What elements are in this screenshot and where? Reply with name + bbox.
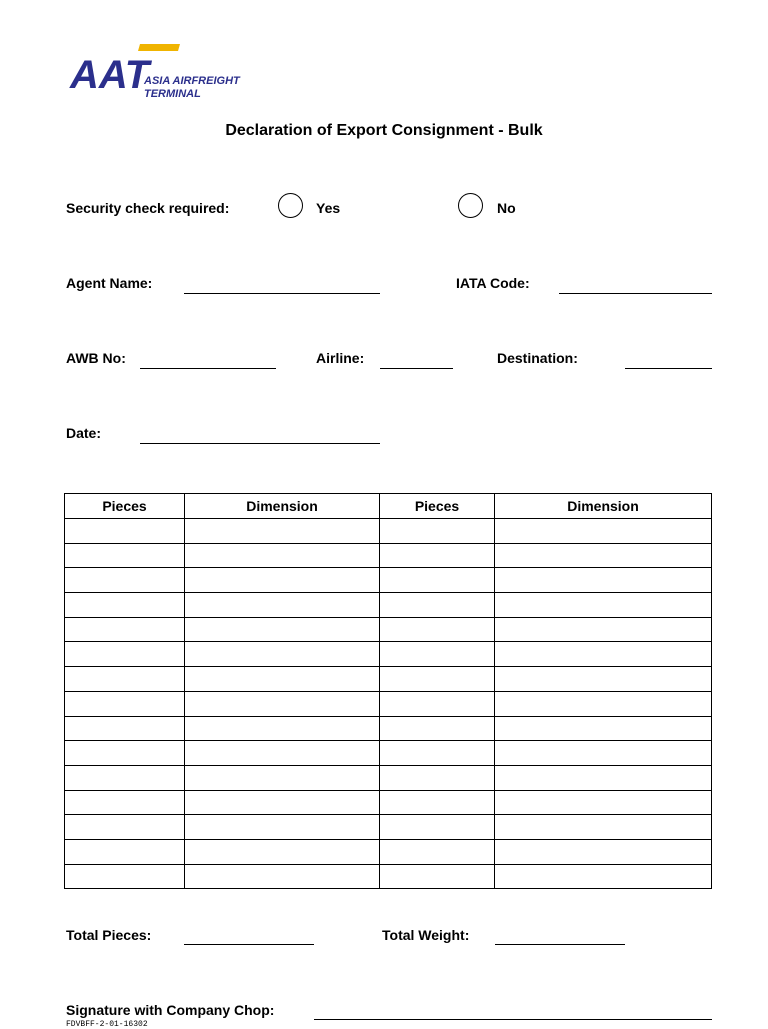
table-cell-pieces-2[interactable] xyxy=(380,642,495,667)
date-label: Date: xyxy=(66,425,102,441)
table-cell-dimension-2[interactable] xyxy=(495,593,712,618)
table-cell-dimension-2[interactable] xyxy=(495,617,712,642)
table-row xyxy=(65,667,712,692)
table-cell-pieces-1[interactable] xyxy=(65,617,185,642)
form-title: Declaration of Export Consignment - Bulk xyxy=(225,122,543,139)
table-cell-dimension-2[interactable] xyxy=(495,790,712,815)
table-row xyxy=(65,691,712,716)
table-row xyxy=(65,593,712,618)
table-cell-pieces-2[interactable] xyxy=(380,691,495,716)
table-cell-dimension-1[interactable] xyxy=(185,864,380,889)
table-cell-dimension-2[interactable] xyxy=(495,765,712,790)
table-cell-pieces-2[interactable] xyxy=(380,839,495,864)
table-cell-dimension-1[interactable] xyxy=(185,543,380,568)
date-field[interactable] xyxy=(140,443,380,444)
header-pieces-2: Pieces xyxy=(380,494,495,519)
security-no-radio[interactable] xyxy=(458,193,483,218)
table-cell-dimension-2[interactable] xyxy=(495,642,712,667)
table-cell-pieces-1[interactable] xyxy=(65,519,185,544)
table-cell-dimension-1[interactable] xyxy=(185,741,380,766)
header-dimension-1: Dimension xyxy=(185,494,380,519)
table-cell-dimension-2[interactable] xyxy=(495,716,712,741)
logo-line1: ASIA AIRFREIGHT xyxy=(144,75,240,87)
table-cell-dimension-2[interactable] xyxy=(495,667,712,692)
table-cell-pieces-1[interactable] xyxy=(65,790,185,815)
signature-label: Signature with Company Chop: xyxy=(66,1002,275,1018)
table-row xyxy=(65,543,712,568)
destination-field[interactable] xyxy=(625,368,712,369)
table-cell-dimension-1[interactable] xyxy=(185,839,380,864)
table-cell-dimension-2[interactable] xyxy=(495,568,712,593)
table-cell-dimension-1[interactable] xyxy=(185,691,380,716)
total-weight-field[interactable] xyxy=(495,944,625,945)
security-yes-radio[interactable] xyxy=(278,193,303,218)
total-weight-label: Total Weight: xyxy=(382,927,470,943)
table-cell-pieces-2[interactable] xyxy=(380,543,495,568)
logo-mark-text: AAT xyxy=(70,53,150,97)
table-row xyxy=(65,642,712,667)
table-cell-dimension-2[interactable] xyxy=(495,519,712,544)
table-cell-pieces-1[interactable] xyxy=(65,839,185,864)
agent-name-label: Agent Name: xyxy=(66,275,153,291)
pieces-dimension-table xyxy=(64,493,712,889)
table-cell-dimension-1[interactable] xyxy=(185,790,380,815)
table-cell-pieces-1[interactable] xyxy=(65,716,185,741)
table-cell-dimension-2[interactable] xyxy=(495,741,712,766)
table-cell-pieces-2[interactable] xyxy=(380,815,495,840)
table-cell-pieces-2[interactable] xyxy=(380,741,495,766)
aat-logo xyxy=(68,40,258,109)
table-cell-dimension-1[interactable] xyxy=(185,765,380,790)
table-cell-dimension-1[interactable] xyxy=(185,815,380,840)
awb-no-label: AWB No: xyxy=(66,350,126,366)
table-cell-pieces-2[interactable] xyxy=(380,790,495,815)
table-cell-pieces-1[interactable] xyxy=(65,741,185,766)
table-cell-dimension-2[interactable] xyxy=(495,543,712,568)
aat-logo-mark xyxy=(68,40,258,104)
table-row xyxy=(65,716,712,741)
table-cell-dimension-1[interactable] xyxy=(185,519,380,544)
iata-code-field[interactable] xyxy=(559,293,712,294)
logo-line2: TERMINAL xyxy=(144,88,201,100)
table-cell-pieces-1[interactable] xyxy=(65,568,185,593)
total-pieces-label: Total Pieces: xyxy=(66,927,152,943)
destination-label: Destination: xyxy=(497,350,578,366)
table-cell-pieces-2[interactable] xyxy=(380,765,495,790)
table-cell-dimension-2[interactable] xyxy=(495,691,712,716)
security-yes-label: Yes xyxy=(316,200,341,216)
table-cell-pieces-2[interactable] xyxy=(380,568,495,593)
table-cell-pieces-1[interactable] xyxy=(65,765,185,790)
table-row xyxy=(65,617,712,642)
table-cell-pieces-1[interactable] xyxy=(65,642,185,667)
agent-name-field[interactable] xyxy=(184,293,380,294)
table-cell-pieces-1[interactable] xyxy=(65,593,185,618)
table-row xyxy=(65,815,712,840)
iata-code-label: IATA Code: xyxy=(456,275,530,291)
table-cell-dimension-1[interactable] xyxy=(185,568,380,593)
table-cell-dimension-2[interactable] xyxy=(495,839,712,864)
total-pieces-field[interactable] xyxy=(184,944,314,945)
table-cell-dimension-1[interactable] xyxy=(185,642,380,667)
table-body xyxy=(65,519,712,889)
security-check-label: Security check required: xyxy=(66,200,230,216)
table-cell-dimension-1[interactable] xyxy=(185,617,380,642)
airline-label: Airline: xyxy=(316,350,365,366)
table-cell-pieces-1[interactable] xyxy=(65,543,185,568)
table-row xyxy=(65,839,712,864)
table-cell-pieces-2[interactable] xyxy=(380,864,495,889)
table-header-row xyxy=(65,494,712,519)
table-row xyxy=(65,741,712,766)
table-cell-dimension-1[interactable] xyxy=(185,716,380,741)
table-cell-dimension-2[interactable] xyxy=(495,864,712,889)
table-cell-dimension-1[interactable] xyxy=(185,593,380,618)
table-cell-pieces-2[interactable] xyxy=(380,593,495,618)
security-no-label: No xyxy=(497,200,516,216)
airline-field[interactable] xyxy=(380,368,453,369)
table-cell-dimension-2[interactable] xyxy=(495,815,712,840)
table-row xyxy=(65,519,712,544)
table-cell-pieces-2[interactable] xyxy=(380,519,495,544)
table-cell-pieces-1[interactable] xyxy=(65,667,185,692)
table-cell-pieces-2[interactable] xyxy=(380,667,495,692)
header-dimension-2: Dimension xyxy=(495,494,712,519)
table-row xyxy=(65,790,712,815)
table-row xyxy=(65,568,712,593)
table-row xyxy=(65,765,712,790)
table-cell-pieces-2[interactable] xyxy=(380,617,495,642)
header-pieces-1: Pieces xyxy=(65,494,185,519)
table-cell-pieces-1[interactable] xyxy=(65,864,185,889)
awb-no-field[interactable] xyxy=(140,368,276,369)
table-row xyxy=(65,864,712,889)
table-cell-pieces-1[interactable] xyxy=(65,815,185,840)
table-cell-pieces-1[interactable] xyxy=(65,691,185,716)
table-cell-pieces-2[interactable] xyxy=(380,716,495,741)
form-code-footer: FDVBFF-2-01-16302 xyxy=(66,1020,148,1029)
signature-field[interactable] xyxy=(314,1019,712,1020)
table-cell-dimension-1[interactable] xyxy=(185,667,380,692)
